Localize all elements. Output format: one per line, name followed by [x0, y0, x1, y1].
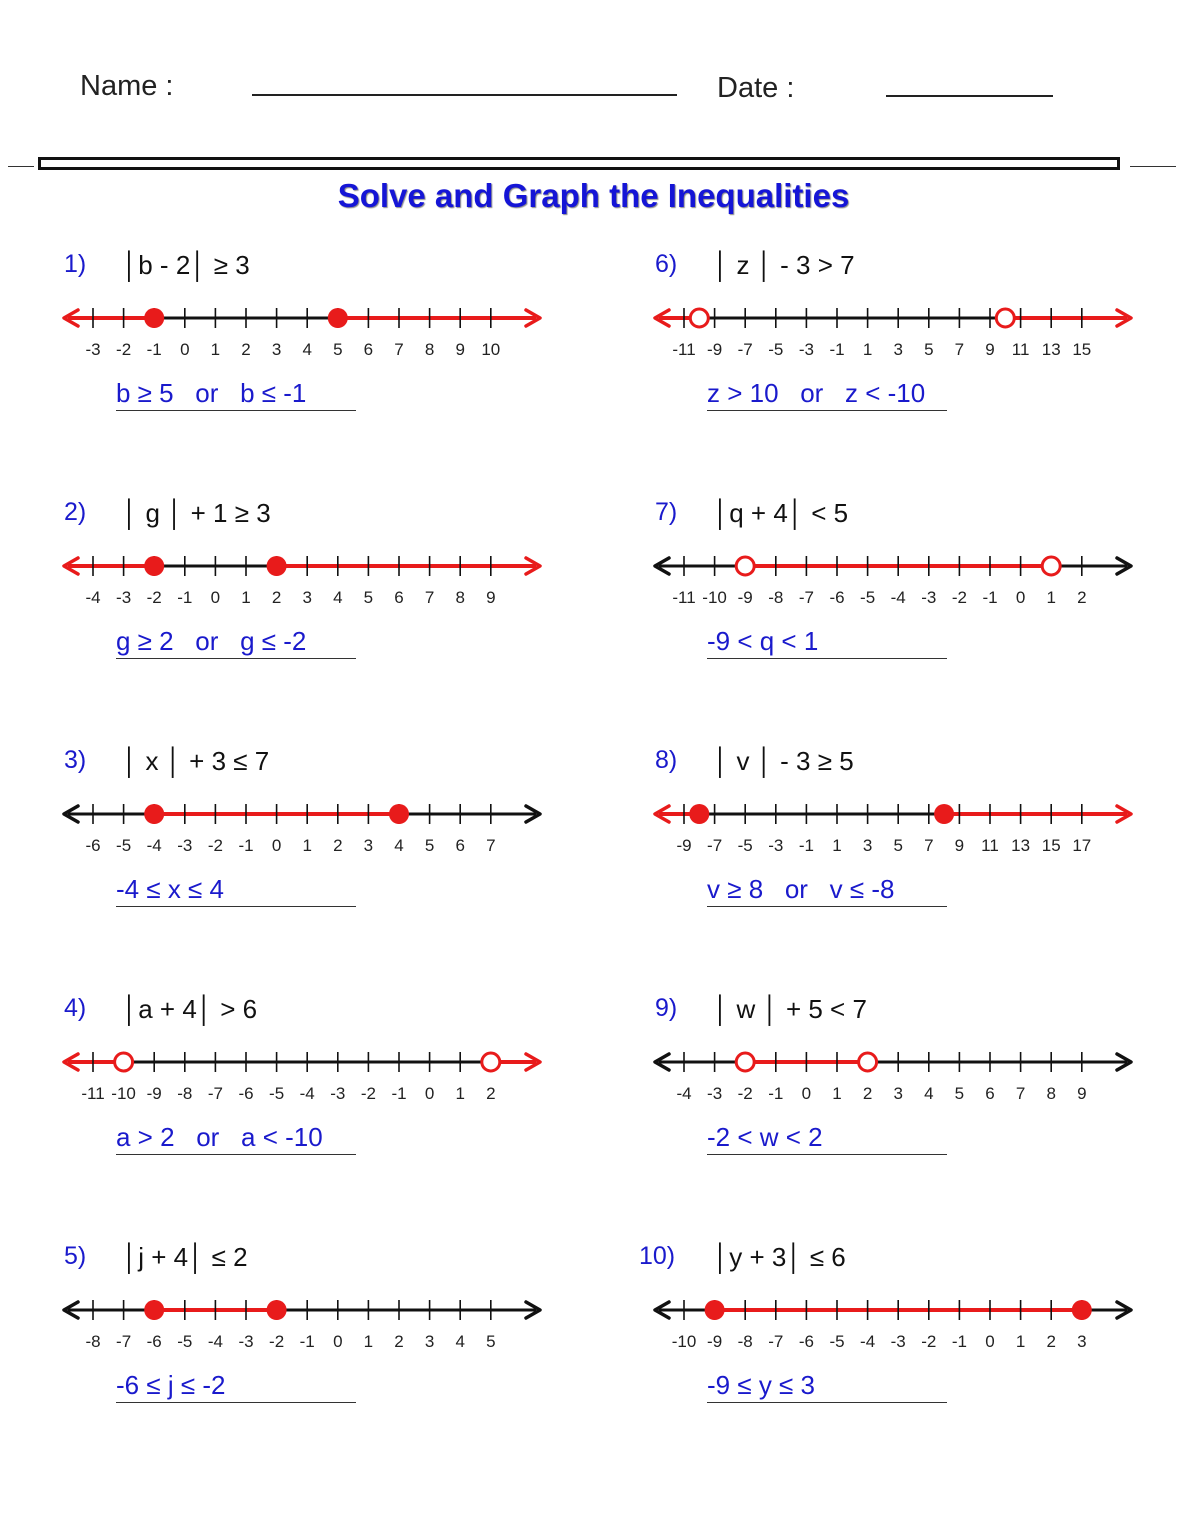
header-divider-bar [38, 157, 1120, 170]
answer-line[interactable]: -9 < q < 1 [707, 626, 947, 659]
tick-label: 3 [893, 340, 903, 359]
tick-label: 8 [455, 588, 465, 607]
tick-label: 15 [1072, 340, 1092, 359]
open-endpoint [996, 309, 1014, 327]
tick-label: -8 [177, 1084, 193, 1103]
number-line [651, 1286, 1151, 1366]
problem-equation: │j + 4│ ≤ 2 [122, 1242, 248, 1272]
tick-label: 8 [424, 340, 435, 359]
tick-label: 0 [985, 1332, 995, 1351]
tick-label: 2 [1077, 588, 1087, 607]
tick-label: 0 [271, 836, 282, 855]
number-line [651, 790, 1151, 870]
closed-endpoint [689, 804, 709, 824]
problem-equation: │a + 4│ > 6 [122, 994, 258, 1024]
tick-label: 0 [424, 1084, 435, 1103]
problem-number: 6) [655, 250, 678, 278]
tick-label: -1 [798, 836, 814, 855]
tick-label: 1 [363, 1332, 374, 1351]
tick-label: -3 [238, 1332, 254, 1351]
tick-label: -7 [737, 340, 753, 359]
tick-label: 6 [985, 1084, 995, 1103]
tick-label: 9 [486, 588, 496, 607]
tick-label: -2 [737, 1084, 753, 1103]
tick-label: 7 [424, 588, 435, 607]
tick-label: 3 [363, 836, 374, 855]
tick-label: 1 [455, 1084, 465, 1103]
problem-3 [60, 746, 580, 936]
tick-label: 3 [862, 836, 873, 855]
open-endpoint [736, 557, 754, 575]
worksheet-title: Solve and Graph the Inequalities [337, 177, 850, 214]
tick-label: 8 [1046, 1084, 1056, 1103]
problem-equation: │ w │ + 5 < 7 [713, 994, 867, 1024]
tick-label: -8 [85, 1332, 101, 1351]
tick-label: 5 [924, 340, 934, 359]
tick-label: -9 [737, 588, 753, 607]
tick-label: 4 [455, 1332, 465, 1351]
tick-label: -11 [672, 340, 696, 359]
tick-label: 4 [924, 1084, 934, 1103]
tick-label: 7 [924, 836, 934, 855]
problem-9 [651, 994, 1171, 1184]
problem-equation: │y + 3│ ≤ 6 [713, 1242, 846, 1272]
problem-number: 2) [64, 498, 87, 526]
open-endpoint [859, 1053, 877, 1071]
answer-line[interactable]: -9 ≤ y ≤ 3 [707, 1370, 947, 1403]
problem-5 [60, 1242, 580, 1432]
tick-label: -3 [890, 1332, 906, 1351]
date-label: Date : [717, 72, 795, 104]
open-endpoint [690, 309, 708, 327]
tick-label: -3 [921, 588, 937, 607]
tick-label: 3 [1077, 1332, 1087, 1351]
problem-2 [60, 498, 580, 688]
number-line [60, 542, 560, 622]
tick-label: -2 [269, 1332, 285, 1351]
tick-label: 7 [486, 836, 496, 855]
tick-label: 1 [302, 836, 312, 855]
tick-label: -6 [238, 1084, 254, 1103]
tick-label: -7 [768, 1332, 784, 1351]
date-blank[interactable] [886, 95, 1053, 97]
closed-endpoint [267, 556, 287, 576]
number-line [651, 542, 1151, 622]
problem-number: 9) [655, 994, 678, 1022]
tick-label: -1 [829, 340, 845, 359]
answer-line[interactable]: g ≥ 2 or g ≤ -2 [116, 626, 356, 659]
tick-label: -6 [798, 1332, 814, 1351]
tick-label: -8 [768, 588, 784, 607]
problem-equation: │b - 2│ ≥ 3 [122, 250, 250, 280]
problem-equation: │ z │ - 3 > 7 [713, 250, 855, 280]
right-edge-rule [1130, 166, 1176, 167]
tick-label: -2 [146, 588, 162, 607]
tick-label: -4 [85, 588, 101, 607]
tick-label: -2 [921, 1332, 937, 1351]
tick-label: -1 [391, 1084, 407, 1103]
tick-label: -6 [85, 836, 101, 855]
problem-8 [651, 746, 1171, 936]
tick-label: 2 [333, 836, 343, 855]
open-endpoint [482, 1053, 500, 1071]
tick-label: -11 [672, 588, 696, 607]
tick-label: -3 [116, 588, 132, 607]
tick-label: -7 [116, 1332, 132, 1351]
left-edge-rule [8, 166, 34, 167]
number-line [60, 790, 560, 870]
tick-label: 5 [424, 836, 435, 855]
tick-label: 2 [862, 1084, 873, 1103]
tick-label: -2 [360, 1084, 376, 1103]
tick-label: 1 [1046, 588, 1056, 607]
tick-label: -1 [238, 836, 254, 855]
tick-label: 4 [333, 588, 343, 607]
tick-label: 0 [210, 588, 221, 607]
answer-line[interactable]: b ≥ 5 or b ≤ -1 [116, 378, 356, 411]
tick-label: 1 [1015, 1332, 1026, 1351]
closed-endpoint [389, 804, 409, 824]
tick-label: -7 [798, 588, 814, 607]
tick-label: 1 [832, 1084, 842, 1103]
tick-label: 5 [893, 836, 903, 855]
tick-label: 4 [302, 340, 312, 359]
tick-label: 15 [1041, 836, 1061, 855]
problem-7 [651, 498, 1171, 688]
answer-line[interactable]: -6 ≤ j ≤ -2 [116, 1370, 356, 1403]
problem-number: 4) [64, 994, 87, 1022]
tick-label: -2 [207, 836, 223, 855]
tick-label: -5 [829, 1332, 845, 1351]
closed-endpoint [705, 1300, 725, 1320]
tick-label: -10 [671, 1332, 697, 1351]
tick-label: 1 [241, 588, 251, 607]
tick-label: -9 [707, 340, 723, 359]
tick-label: 5 [333, 340, 343, 359]
answer-line[interactable]: a > 2 or a < -10 [116, 1122, 356, 1155]
tick-label: 9 [1077, 1084, 1087, 1103]
tick-label: 2 [486, 1084, 496, 1103]
closed-endpoint [328, 308, 348, 328]
tick-label: -5 [116, 836, 132, 855]
tick-label: -5 [177, 1332, 193, 1351]
tick-label: 1 [832, 836, 842, 855]
tick-label: 17 [1072, 836, 1092, 855]
tick-label: -4 [676, 1084, 692, 1103]
tick-label: -7 [207, 1084, 223, 1103]
tick-label: -1 [177, 588, 193, 607]
tick-label: 10 [481, 340, 501, 359]
closed-endpoint [1072, 1300, 1092, 1320]
tick-label: -1 [299, 1332, 315, 1351]
tick-label: -4 [299, 1084, 315, 1103]
tick-label: -3 [177, 836, 193, 855]
tick-label: -10 [702, 588, 727, 607]
problem-equation: │q + 4│ < 5 [713, 498, 849, 528]
tick-label: 0 [333, 1332, 343, 1351]
tick-label: 6 [363, 340, 374, 359]
tick-label: 9 [455, 340, 465, 359]
tick-label: 3 [302, 588, 312, 607]
tick-label: 5 [486, 1332, 496, 1351]
tick-label: 7 [954, 340, 965, 359]
tick-label: -8 [737, 1332, 753, 1351]
answer-line[interactable]: -2 < w < 2 [707, 1122, 947, 1155]
tick-label: -4 [207, 1332, 223, 1351]
tick-label: 5 [363, 588, 374, 607]
name-blank[interactable] [252, 94, 677, 96]
problem-number: 7) [655, 498, 678, 526]
answer-line[interactable]: v ≥ 8 or v ≤ -8 [707, 874, 947, 907]
number-line [651, 294, 1151, 374]
problem-10 [639, 1242, 1171, 1432]
problem-equation: │ x │ + 3 ≤ 7 [122, 746, 270, 776]
number-line [60, 1286, 560, 1366]
closed-endpoint [934, 804, 954, 824]
problem-1 [60, 250, 580, 440]
closed-endpoint [267, 1300, 287, 1320]
tick-label: 2 [394, 1332, 404, 1351]
tick-label: -3 [798, 340, 814, 359]
open-endpoint [1042, 557, 1060, 575]
tick-label: 9 [985, 340, 995, 359]
tick-label: 13 [1011, 836, 1031, 855]
tick-label: 9 [954, 836, 965, 855]
tick-label: 11 [1011, 340, 1030, 359]
problem-equation: │ v │ - 3 ≥ 5 [713, 746, 854, 776]
tick-label: -2 [116, 340, 132, 359]
tick-label: -5 [768, 340, 784, 359]
tick-label: -1 [768, 1084, 784, 1103]
open-endpoint [736, 1053, 754, 1071]
tick-label: 0 [180, 340, 190, 359]
closed-endpoint [144, 556, 164, 576]
answer-line[interactable]: z > 10 or z < -10 [707, 378, 947, 411]
tick-label: 0 [1015, 588, 1026, 607]
tick-label: -5 [269, 1084, 285, 1103]
answer-line[interactable]: -4 ≤ x ≤ 4 [116, 874, 356, 907]
tick-label: -1 [951, 1332, 967, 1351]
tick-label: 2 [271, 588, 282, 607]
tick-label: 2 [1046, 1332, 1056, 1351]
problem-number: 1) [64, 250, 87, 278]
tick-label: 6 [455, 836, 465, 855]
tick-label: -5 [860, 588, 876, 607]
tick-label: -10 [111, 1084, 136, 1103]
name-label: Name : [80, 70, 174, 102]
tick-label: -11 [81, 1084, 105, 1103]
closed-endpoint [144, 1300, 164, 1320]
tick-label: -9 [676, 836, 692, 855]
tick-label: -3 [85, 340, 101, 359]
tick-label: 3 [271, 340, 282, 359]
tick-label: 1 [862, 340, 873, 359]
tick-label: 6 [394, 588, 404, 607]
tick-label: -7 [707, 836, 723, 855]
tick-label: -2 [951, 588, 967, 607]
tick-label: -9 [146, 1084, 162, 1103]
closed-endpoint [144, 804, 164, 824]
problem-number: 3) [64, 746, 87, 774]
tick-label: -3 [768, 836, 784, 855]
tick-label: -4 [146, 836, 162, 855]
tick-label: -6 [146, 1332, 162, 1351]
number-line [60, 294, 560, 374]
tick-label: -6 [829, 588, 845, 607]
closed-endpoint [144, 308, 164, 328]
tick-label: -3 [330, 1084, 346, 1103]
tick-label: 1 [210, 340, 221, 359]
tick-label: 5 [954, 1084, 965, 1103]
tick-label: -1 [146, 340, 162, 359]
tick-label: 13 [1041, 340, 1061, 359]
problem-number: 10) [639, 1242, 676, 1270]
tick-label: -5 [737, 836, 753, 855]
problem-4 [60, 994, 580, 1184]
tick-label: 7 [394, 340, 404, 359]
tick-label: 7 [1015, 1084, 1026, 1103]
tick-label: -4 [890, 588, 906, 607]
tick-label: 11 [981, 836, 999, 855]
tick-label: 0 [801, 1084, 812, 1103]
problem-number: 8) [655, 746, 678, 774]
problem-number: 5) [64, 1242, 87, 1270]
tick-label: -9 [707, 1332, 723, 1351]
tick-label: -1 [982, 588, 998, 607]
tick-label: 3 [893, 1084, 903, 1103]
problem-equation: │ g │ + 1 ≥ 3 [122, 498, 271, 528]
problem-6 [651, 250, 1171, 440]
tick-label: 2 [241, 340, 251, 359]
tick-label: -3 [707, 1084, 723, 1103]
tick-label: 4 [394, 836, 404, 855]
tick-label: -4 [860, 1332, 876, 1351]
open-endpoint [115, 1053, 133, 1071]
number-line [651, 1038, 1151, 1118]
tick-label: 3 [424, 1332, 435, 1351]
number-line [60, 1038, 560, 1118]
